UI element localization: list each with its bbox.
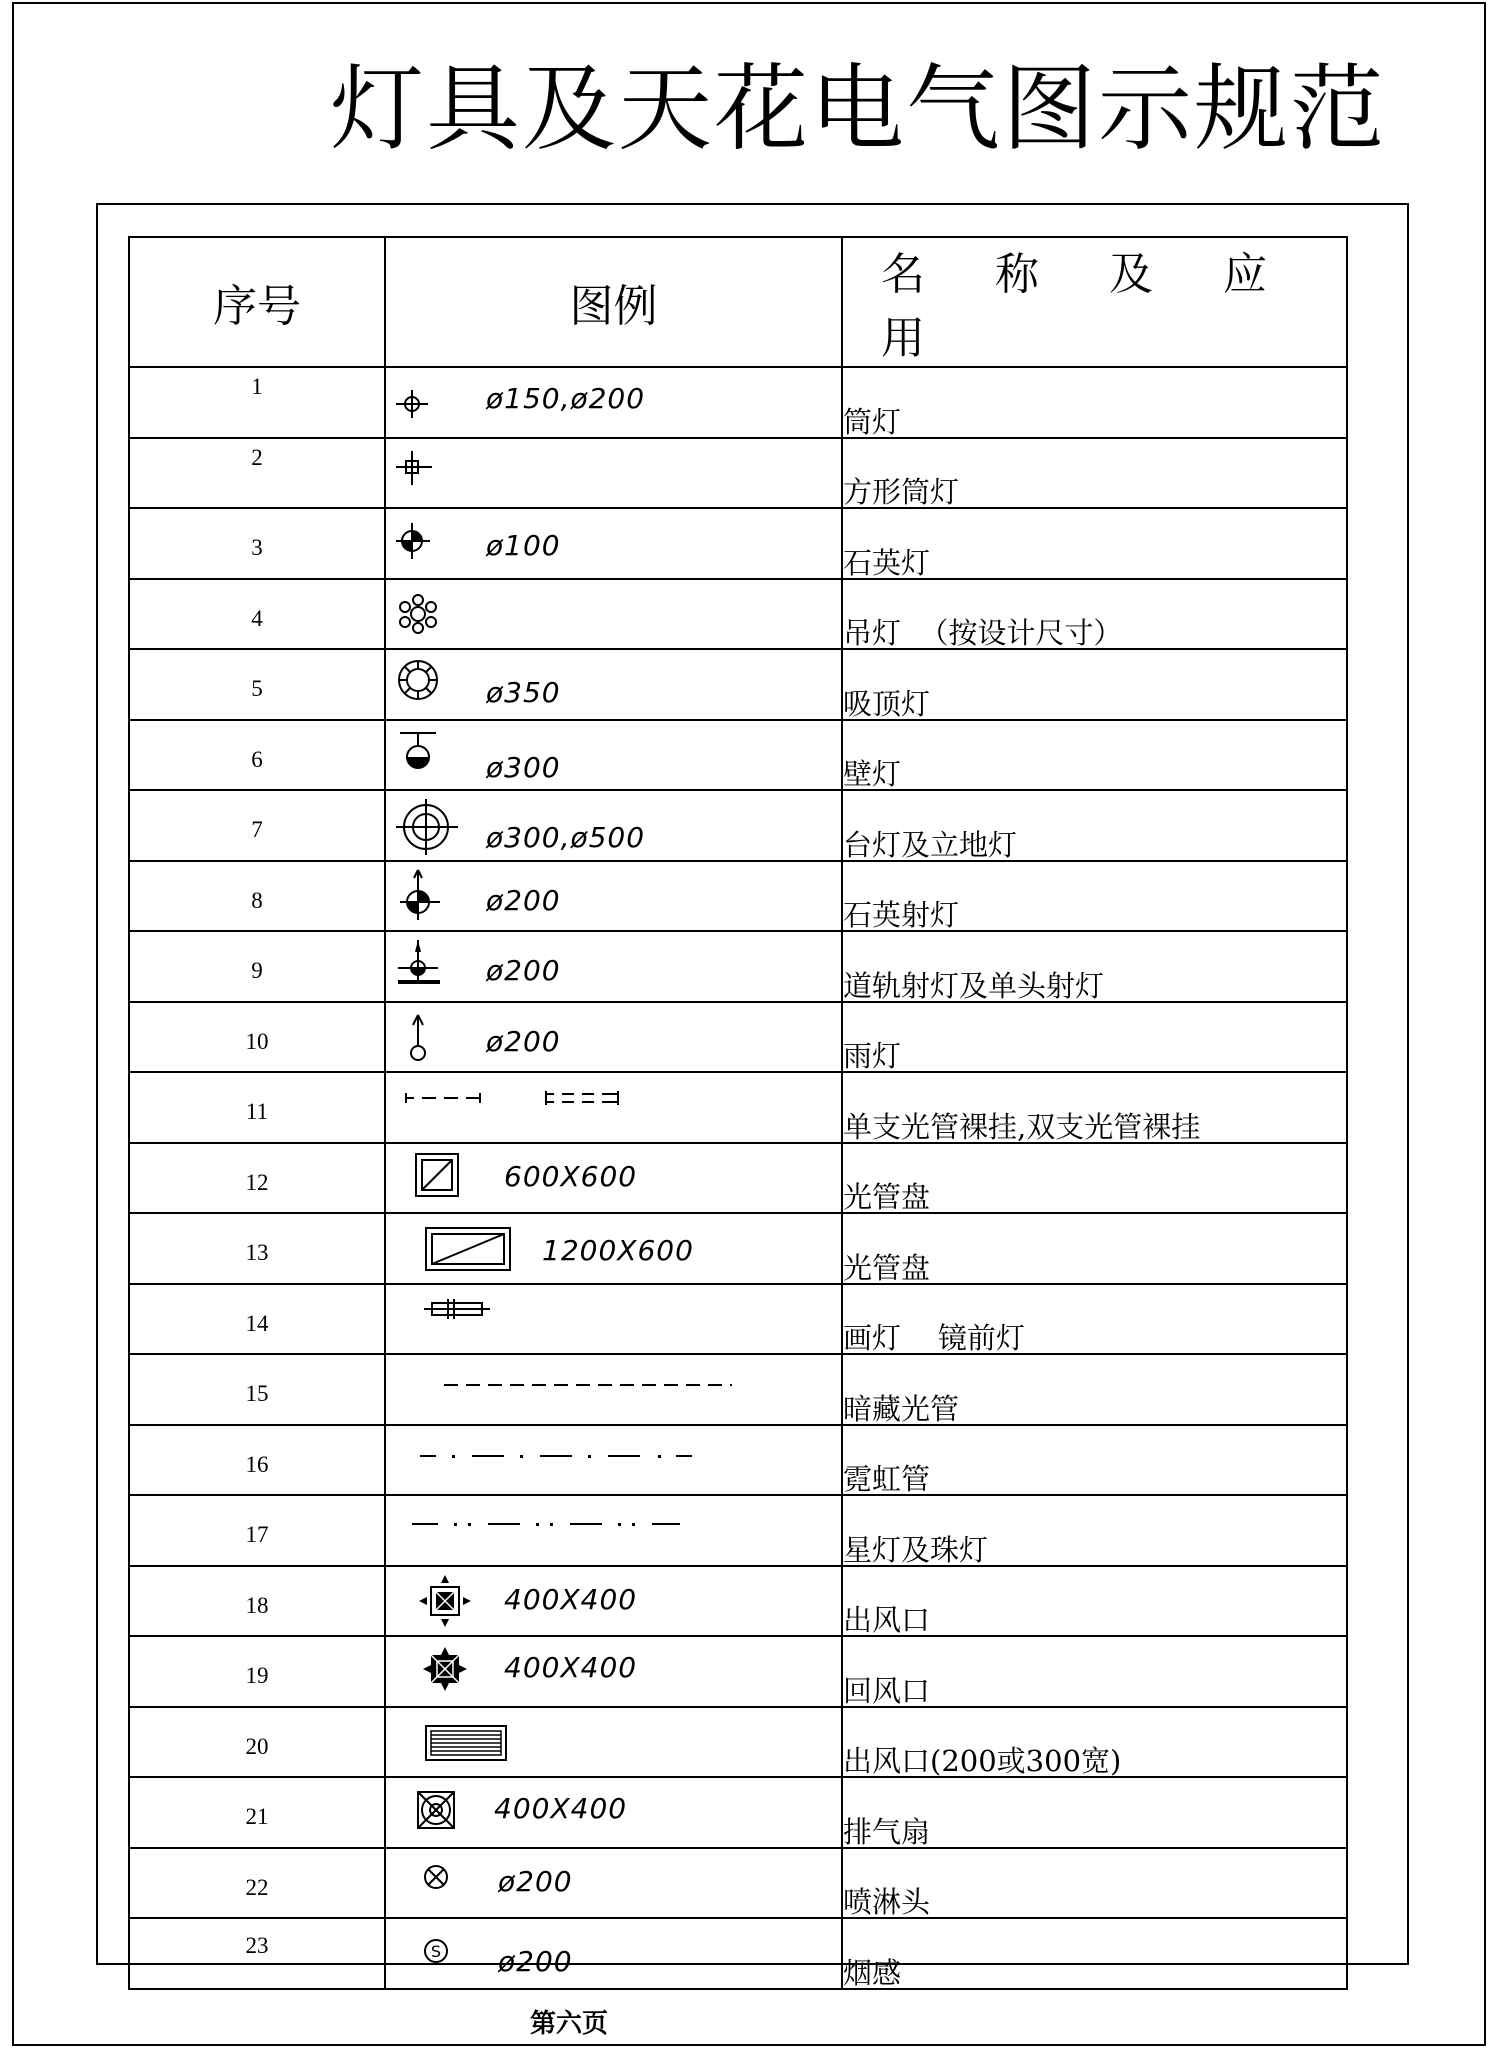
- page-title: 灯具及天花电气图示规范: [330, 55, 1387, 164]
- row-name-cell: [842, 1425, 1347, 1496]
- row-number-cell: [129, 367, 385, 438]
- row-number-cell: [129, 1213, 385, 1284]
- row-spec: 400X400: [504, 1651, 638, 1684]
- tube-panel-square-symbol-icon: [396, 1150, 476, 1214]
- row-symbol-cell: [385, 438, 842, 509]
- row-name: 画灯 镜前灯: [843, 1321, 1025, 1355]
- row-spec: ø100: [486, 529, 561, 562]
- row-spec: ø300,ø500: [486, 821, 646, 854]
- row-symbol-cell: [385, 367, 842, 438]
- row-number-cell: [129, 1495, 385, 1566]
- row-name-cell: [842, 1566, 1347, 1637]
- row-spec: ø200: [498, 1864, 573, 1898]
- row-name-cell: [842, 508, 1347, 579]
- row-name: 喷淋头: [843, 1885, 931, 1919]
- row-name: 烟感: [843, 1955, 902, 1990]
- header-num: 序号: [129, 237, 385, 367]
- row-number-cell: [129, 508, 385, 579]
- row-name: 筒灯: [843, 404, 902, 439]
- table-row: [129, 438, 1347, 509]
- row-number: 7: [251, 817, 263, 842]
- row-number: 3: [251, 535, 263, 560]
- row-symbol-cell: [385, 1707, 842, 1778]
- row-number-cell: [129, 931, 385, 1002]
- row-name-cell: [842, 649, 1347, 720]
- row-name-cell: [842, 931, 1347, 1002]
- row-symbol-cell: [385, 1848, 842, 1919]
- row-name-cell: [842, 1354, 1347, 1425]
- row-name: 石英射灯: [843, 898, 960, 932]
- row-spec: ø350: [486, 676, 561, 709]
- table-row: [129, 720, 1347, 791]
- row-name: 道轨射灯及单头射灯: [843, 968, 1105, 1003]
- row-name-cell: [842, 861, 1347, 932]
- row-number: 15: [245, 1381, 269, 1406]
- row-name: 星灯及珠灯: [843, 1532, 989, 1567]
- row-number-cell: [129, 1354, 385, 1425]
- row-symbol-cell: [385, 649, 842, 720]
- row-symbol-cell: [385, 1495, 842, 1566]
- row-symbol-cell: [385, 861, 842, 932]
- row-name-cell: [842, 1143, 1347, 1214]
- row-number-cell: [129, 1425, 385, 1496]
- row-name-cell: [842, 1284, 1347, 1355]
- row-number: 6: [251, 746, 263, 772]
- row-number: 23: [245, 1933, 269, 1958]
- bare-tube-symbol-icon: [396, 1079, 676, 1123]
- row-number-cell: [129, 1072, 385, 1143]
- picture-lamp-symbol-icon: [396, 1291, 496, 1335]
- row-number-cell: [129, 579, 385, 650]
- row-number-cell: [129, 1777, 385, 1848]
- row-symbol-cell: [385, 720, 842, 791]
- row-number-cell: [129, 1707, 385, 1778]
- row-spec: ø150,ø200: [486, 382, 646, 415]
- row-name: 吊灯 （按设计尺寸）: [843, 616, 1123, 650]
- row-number: 14: [245, 1310, 269, 1336]
- row-number: 10: [245, 1028, 269, 1054]
- table-row: [129, 931, 1347, 1002]
- linear-air-outlet-symbol-icon: [396, 1714, 516, 1778]
- row-number-cell: [129, 438, 385, 509]
- row-name-cell: [842, 1918, 1347, 1989]
- row-number: 16: [245, 1451, 269, 1477]
- row-spec: ø200: [486, 954, 561, 987]
- row-number-cell: [129, 1002, 385, 1073]
- quartz-lamp-symbol-icon: [396, 515, 456, 579]
- row-spec: ø200: [498, 1945, 573, 1978]
- row-name: 方形筒灯: [843, 475, 960, 509]
- ceiling-lamp-symbol-icon: [396, 656, 456, 720]
- row-name: 出风口: [843, 1603, 931, 1637]
- row-name: 单支光管裸挂,双支光管裸挂: [843, 1109, 1201, 1144]
- row-name-cell: [842, 367, 1347, 438]
- exhaust-fan-symbol-icon: [396, 1784, 476, 1848]
- row-number: 8: [251, 887, 263, 913]
- page-footer: 第六页: [530, 2009, 609, 2039]
- row-number: 9: [251, 958, 263, 983]
- row-number: 17: [245, 1522, 269, 1547]
- row-symbol-cell: [385, 1777, 842, 1848]
- neon-tube-symbol-icon: [396, 1432, 756, 1476]
- row-symbol-cell: [385, 1143, 842, 1214]
- row-number: 21: [245, 1804, 269, 1829]
- row-name: 壁灯: [843, 757, 902, 791]
- supply-air-outlet-symbol-icon: [396, 1573, 476, 1637]
- legend-table: [128, 236, 1348, 1990]
- track-spotlight-symbol-icon: [396, 938, 456, 1004]
- row-spec: ø200: [486, 1024, 561, 1058]
- row-name-cell: [842, 1777, 1347, 1848]
- row-spec: ø200: [486, 883, 561, 917]
- row-symbol-cell: [385, 1354, 842, 1425]
- table-row: [129, 1354, 1347, 1425]
- row-name-cell: [842, 1213, 1347, 1284]
- table-row: [129, 1848, 1347, 1919]
- table-floor-lamp-symbol-icon: [396, 797, 466, 863]
- header-symbol: 图例: [385, 237, 842, 367]
- tube-panel-rect-symbol-icon: [396, 1220, 516, 1284]
- header-name: 名 称 及 应 用: [842, 237, 1347, 367]
- row-symbol-cell: [385, 1284, 842, 1355]
- row-name: 排气扇: [843, 1814, 931, 1849]
- row-name-cell: [842, 1495, 1347, 1566]
- table-row: [129, 579, 1347, 650]
- table-row: [129, 367, 1347, 438]
- table-row: [129, 1495, 1347, 1566]
- row-number-cell: [129, 1143, 385, 1214]
- table-row: [129, 1284, 1347, 1355]
- row-spec: 1200X600: [542, 1234, 694, 1267]
- star-bead-lamp-symbol-icon: [396, 1502, 756, 1546]
- row-symbol-cell: [385, 508, 842, 579]
- svg-text:S: S: [430, 1942, 442, 1961]
- row-number-cell: [129, 861, 385, 932]
- table-row: [129, 1002, 1347, 1073]
- row-name: 霓虹管: [843, 1462, 931, 1496]
- table-row: [129, 1918, 1347, 1989]
- row-number: 1: [251, 374, 263, 399]
- row-symbol-cell: [385, 1425, 842, 1496]
- row-name-cell: [842, 579, 1347, 650]
- row-number: 5: [251, 676, 263, 701]
- wall-lamp-symbol-icon: [396, 727, 456, 791]
- table-row: [129, 1636, 1347, 1707]
- row-symbol-cell: [385, 1636, 842, 1707]
- rain-lamp-symbol-icon: [396, 1009, 456, 1075]
- table-row: [129, 861, 1347, 932]
- table-row: [129, 790, 1347, 861]
- table-row: [129, 1072, 1347, 1143]
- row-name: 光管盘: [843, 1180, 931, 1214]
- row-number-cell: [129, 1566, 385, 1637]
- row-number-cell: [129, 1848, 385, 1919]
- sprinkler-symbol-icon: [396, 1855, 456, 1919]
- row-symbol-cell: [385, 1072, 842, 1143]
- row-name: 吸顶灯: [843, 686, 931, 721]
- row-name-cell: [842, 1072, 1347, 1143]
- row-name: 回风口: [843, 1673, 931, 1708]
- row-symbol-cell: [385, 1002, 842, 1073]
- row-number-cell: [129, 649, 385, 720]
- row-number: 19: [245, 1663, 269, 1688]
- row-name: 石英灯: [843, 545, 931, 580]
- row-name-cell: [842, 438, 1347, 509]
- row-name: 雨灯: [843, 1039, 902, 1073]
- row-name-cell: [842, 1002, 1347, 1073]
- row-symbol-cell: [385, 1918, 842, 1989]
- row-number: 4: [251, 605, 263, 631]
- row-name-cell: [842, 790, 1347, 861]
- row-spec: 600X600: [504, 1159, 638, 1193]
- table-header-row: [129, 237, 1347, 367]
- row-number: 18: [245, 1592, 269, 1618]
- row-name: 出风口(200或300宽): [843, 1744, 1122, 1778]
- table-row: [129, 1213, 1347, 1284]
- row-number: 13: [245, 1240, 269, 1265]
- row-number: 20: [245, 1733, 269, 1759]
- row-name-cell: [842, 1707, 1347, 1778]
- row-number-cell: [129, 1918, 385, 1989]
- row-name-cell: [842, 720, 1347, 791]
- quartz-spotlight-symbol-icon: [396, 868, 456, 932]
- table-row: [129, 508, 1347, 579]
- table-row: [129, 1777, 1347, 1848]
- row-symbol-cell: [385, 931, 842, 1002]
- row-number: 22: [245, 1874, 269, 1900]
- row-symbol-cell: [385, 579, 842, 650]
- table-row: [129, 1143, 1347, 1214]
- pendant-lamp-symbol-icon: [396, 586, 456, 650]
- row-number-cell: [129, 720, 385, 791]
- row-number-cell: [129, 1284, 385, 1355]
- row-number: 12: [245, 1169, 269, 1195]
- square-downlight-symbol-icon: [396, 445, 456, 509]
- row-spec: 400X400: [504, 1582, 638, 1616]
- row-number: 2: [251, 444, 263, 470]
- row-name: 暗藏光管: [843, 1391, 960, 1426]
- hidden-tube-symbol-icon: [396, 1361, 756, 1405]
- table-row: [129, 1425, 1347, 1496]
- table-row: [129, 1566, 1347, 1637]
- table-row: [129, 649, 1347, 720]
- row-spec: ø300: [486, 750, 561, 784]
- row-name: 台灯及立地灯: [843, 827, 1018, 862]
- row-name: 光管盘: [843, 1250, 931, 1285]
- row-symbol-cell: [385, 790, 842, 861]
- table-row: [129, 1707, 1347, 1778]
- row-symbol-cell: [385, 1213, 842, 1284]
- row-name-cell: [842, 1636, 1347, 1707]
- row-number-cell: [129, 790, 385, 861]
- row-symbol-cell: [385, 1566, 842, 1637]
- row-number: 11: [245, 1099, 269, 1124]
- row-name-cell: [842, 1848, 1347, 1919]
- downlight-symbol-icon: [396, 374, 456, 438]
- smoke-detector-symbol-icon: [396, 1925, 456, 1989]
- row-number-cell: [129, 1636, 385, 1707]
- row-spec: 400X400: [494, 1792, 628, 1825]
- return-air-outlet-symbol-icon: [396, 1643, 476, 1707]
